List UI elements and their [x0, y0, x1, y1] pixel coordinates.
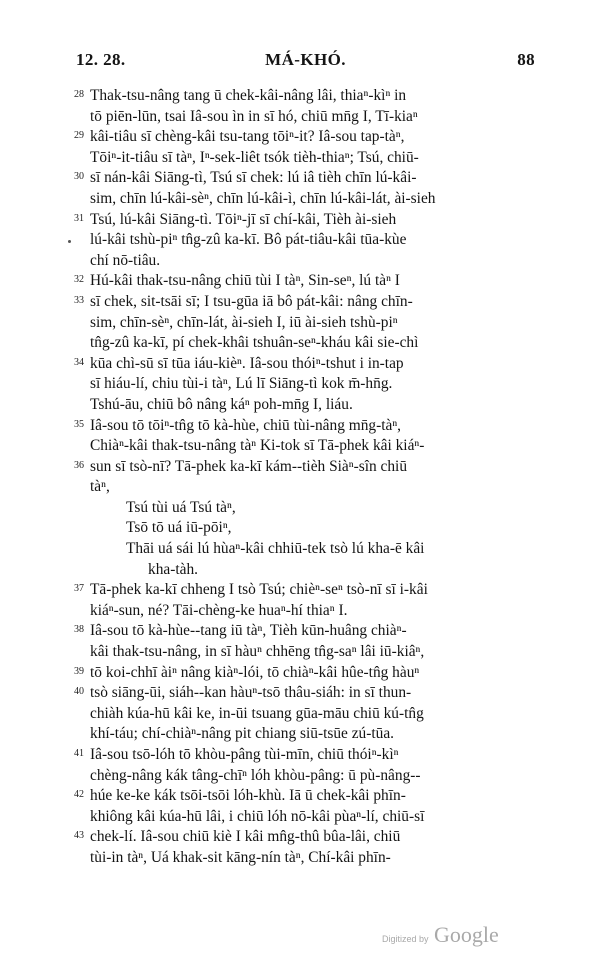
text-line [76, 745, 546, 766]
verse-number: 35 [74, 418, 84, 430]
running-title: MÁ-KHÓ. [265, 50, 346, 69]
verse-number: 28 [74, 89, 84, 100]
line-text: Thāi uá sái lú hùaⁿ-kâi chhiū-tek tsò lú kha-ē kâi [126, 540, 425, 558]
text-line [76, 230, 546, 251]
text-line [76, 416, 546, 437]
page-number: 88 [517, 50, 535, 69]
line-text: tn̂g-zû ka-kī, pí chek-khâi tshuân-seⁿ-kháu kâi sie-chì [90, 334, 419, 352]
line-text: Chiàⁿ-kâi thak-tsu-nâng tàⁿ Ki-tok sī Tā-phek kâi kiáⁿ- [90, 437, 425, 455]
line-text: lú-kâi tshù-piⁿ tn̂g-zû ka-kī. Bô pát-tiâu-kâi tūa-kùe [90, 231, 407, 249]
line-text: Tshú-āu, chiū bô nâng káⁿ poh-mn̄g I, liáu. [90, 395, 353, 413]
text-line [76, 827, 546, 848]
text-line [76, 498, 546, 519]
watermark-logo: Google [434, 922, 499, 947]
verse-number: 38 [74, 624, 84, 636]
verse-number: 36 [74, 459, 84, 471]
text-line [76, 724, 546, 745]
text-line [76, 333, 546, 354]
line-text: Iâ-sou tō kà-hùe--tang iū tàⁿ, Tièh kūn-huâng chiàⁿ- [90, 622, 407, 640]
text-line [76, 436, 546, 457]
text-line [76, 560, 546, 581]
text-line [76, 313, 546, 334]
line-text: Tā-phek ka-kī chheng I tsò Tsú; chièⁿ-seⁿ tsò-nī sī i-kâi [90, 581, 428, 599]
line-text: sī hiáu-lí, chiu tùi-i tàⁿ, Lú lī Siāng-tì kok m̄-hn̄g. [90, 375, 393, 393]
text-line [76, 374, 546, 395]
verse-number: 30 [74, 171, 84, 183]
text-line [76, 210, 546, 231]
line-text: kūa chì-sū sī tūa iáu-kièⁿ. Iâ-sou thóiⁿ-tshut i in-tap [90, 354, 404, 372]
text-line [76, 86, 546, 107]
margin-speck [68, 240, 71, 243]
line-text: tùi-in tàⁿ, Uá khak-sit kāng-nín tàⁿ, Chí-kâi phīn- [90, 848, 391, 866]
text-line [76, 601, 546, 622]
line-text: kiáⁿ-sun, né? Tāi-chèng-ke huaⁿ-hí thiaⁿ I. [90, 601, 348, 619]
verse-number: 29 [74, 130, 84, 142]
text-body [76, 86, 546, 869]
line-text: kha-tàh. [148, 560, 198, 578]
line-text: khí-táu; chí-chiàⁿ-nâng pit chiang siū-tsūe zú-tūa. [90, 725, 395, 743]
line-text: chek-lí. Iâ-sou chiū kiè I kâi mn̂g-thû bûa-lâi, chiū [90, 828, 401, 846]
text-line [76, 354, 546, 375]
verse-number: 32 [74, 274, 84, 286]
text-line [76, 621, 546, 642]
line-text: Iâ-sou tsō-lóh tō khòu-pâng tùi-mīn, chiū thóiⁿ-kìⁿ [90, 746, 399, 763]
text-line [76, 127, 546, 148]
line-text: húe ke-ke kák tsōi-tsōi lóh-khù. Iā ū chek-kâi phīn- [90, 787, 406, 805]
verse-number: 42 [74, 789, 84, 801]
page-header [76, 50, 535, 74]
text-line [76, 271, 546, 292]
text-line [76, 539, 546, 560]
line-text: khiông kâi kúa-hū lâi, i chiū lóh nō-kâi pùaⁿ-lí, chiū-sī [90, 807, 425, 825]
text-line [76, 148, 546, 169]
text-line [76, 766, 546, 787]
line-text: Tsō tō uá iū-pōiⁿ, [126, 519, 232, 537]
text-line [76, 518, 546, 539]
text-line [76, 107, 546, 128]
line-text: chèng-nâng kák tâng-chīⁿ lóh khòu-pâng: ū pù-nâng-- [90, 766, 421, 784]
line-text: Hú-kâi thak-tsu-nâng chiū tùi I tàⁿ, Sin-seⁿ, lú tàⁿ I [90, 272, 400, 290]
text-line [76, 786, 546, 807]
text-line [76, 663, 546, 684]
text-line [76, 251, 546, 272]
line-text: sī nán-kâi Siāng-tì, Tsú sī chek: lú iâ tièh chīn lú-kâi- [90, 169, 417, 187]
text-line [76, 704, 546, 725]
line-text: Tsú, lú-kâi Siāng-tì. Tōiⁿ-jī sī chí-kâi, Tièh ài-sieh [90, 210, 397, 228]
verse-number: 40 [74, 686, 84, 698]
text-line [76, 477, 546, 498]
chapter-verse-ref: 12. 28. [76, 50, 126, 69]
line-text: tàⁿ, [90, 478, 110, 496]
verse-number: 39 [74, 665, 84, 677]
verse-number: 33 [74, 294, 84, 306]
line-text: chiàh kúa-hū kâi ke, in-ūi tsuang gūa-māu chiū kú-tn̂g [90, 704, 424, 722]
text-line [76, 168, 546, 189]
text-line [76, 457, 546, 478]
line-text: kâi thak-tsu-nâng, in sī hàuⁿ chhēng tn̂g-saⁿ lâi iū-kiâⁿ, [90, 643, 425, 661]
line-text: Tsú tùi uá Tsú tàⁿ, [126, 498, 236, 516]
line-text: kâi-tiâu sī chèng-kâi tsu-tang tōiⁿ-it? Iâ-sou tap-tàⁿ, [90, 128, 405, 146]
line-text: tō koi-chhī àiⁿ nâng kiàⁿ-lói, tō chiàⁿ-kâi hûe-tn̂g hàuⁿ [90, 663, 420, 681]
verse-number: 37 [74, 583, 84, 595]
line-text: sun sī tsò-nī? Tā-phek ka-kī kám--tièh Siàⁿ-sîn chiū [90, 457, 408, 475]
text-line [76, 189, 546, 210]
text-line [76, 395, 546, 416]
line-text: Tōiⁿ-it-tiâu sī tàⁿ, Iⁿ-sek-liêt tsók tièh-thiaⁿ; Tsú, chiū- [90, 148, 419, 166]
line-text: chí nō-tiâu. [90, 251, 161, 269]
line-text: sim, chīn lú-kâi-sèⁿ, chīn lú-kâi-ì, chīn lú-kâi-lát, ài-sieh [90, 189, 436, 207]
verse-number: 34 [74, 356, 84, 368]
text-line [76, 683, 546, 704]
line-text: sim, chīn-sèⁿ, chīn-lát, ài-sieh I, iū ài-sieh tshù-piⁿ [90, 313, 398, 331]
text-line [76, 580, 546, 601]
verse-number: 31 [74, 212, 84, 224]
text-line [76, 848, 546, 869]
text-line [76, 292, 546, 313]
verse-number: 41 [74, 748, 84, 759]
line-text: Thak-tsu-nâng tang ū chek-kâi-nâng lâi, thiaⁿ-kìⁿ in [90, 87, 407, 104]
line-text: Iâ-sou tō tōiⁿ-tn̂g tō kà-hùe, chiū tùi-nâng mn̄g-tàⁿ, [90, 416, 402, 434]
digitization-watermark [382, 922, 532, 952]
text-line [76, 642, 546, 663]
line-text: tsò siāng-ūi, siáh--kan hàuⁿ-tsō thâu-siáh: in sī thun- [90, 684, 412, 702]
text-line [76, 807, 546, 828]
line-text: sī chek, sit-tsāi sī; I tsu-gūa iā bô pát-kâi: nâng chīn- [90, 292, 413, 310]
line-text: tō piēn-lūn, tsai Iâ-sou ìn in sī hó, chiū mn̄g I, Tī-kiaⁿ [90, 107, 418, 125]
watermark-caption: Digitized by [382, 934, 429, 944]
verse-number: 43 [74, 830, 84, 842]
